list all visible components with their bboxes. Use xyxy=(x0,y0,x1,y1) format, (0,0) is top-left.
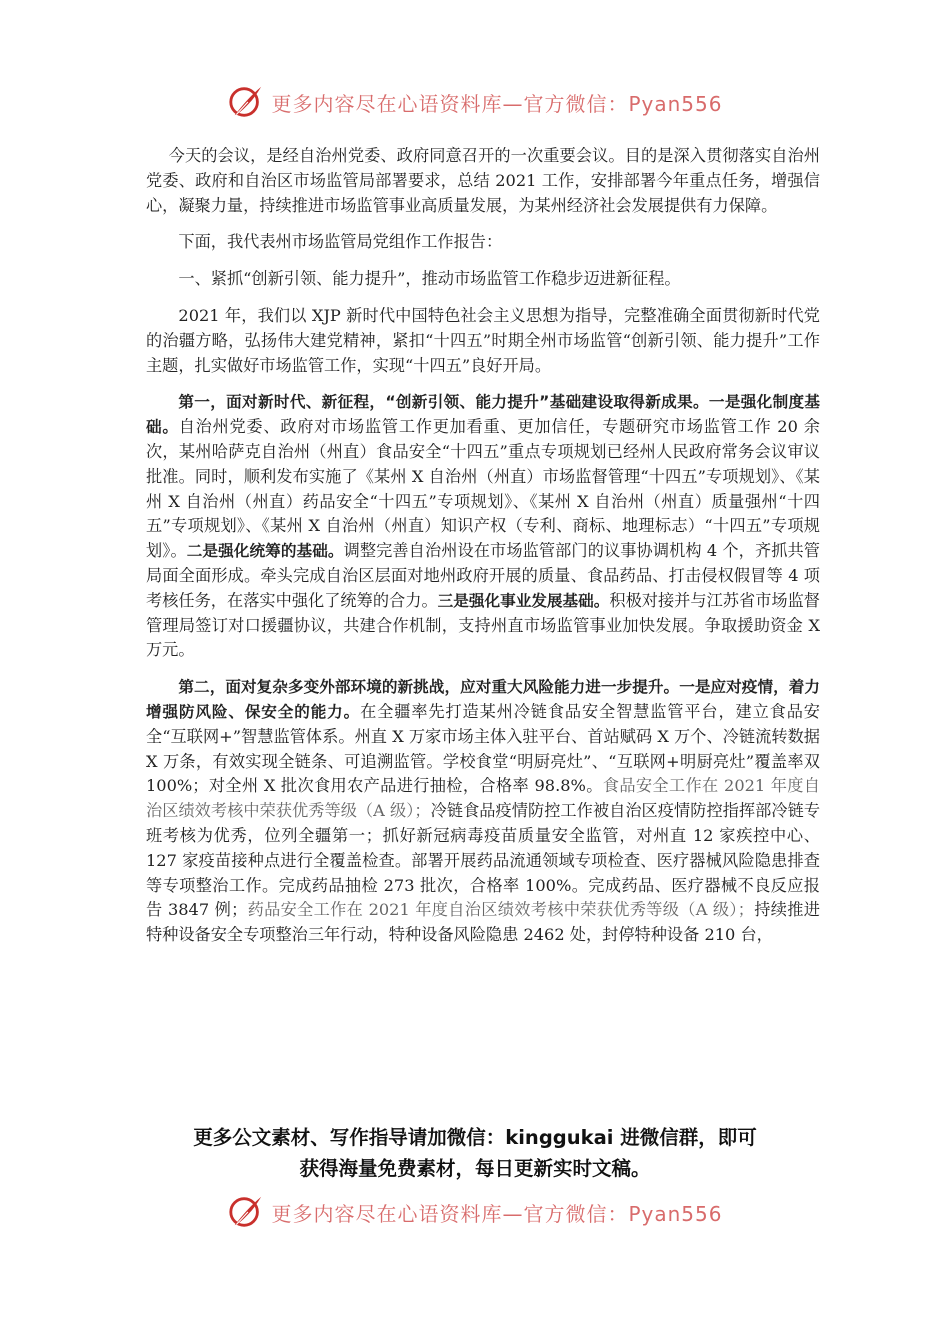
section-heading-1: 一、紧抓“创新引领、能力提升”，推动市场监管工作稳步迈进新征程。 xyxy=(178,269,681,289)
bold-lead-3: 三是强化事业发展基础。 xyxy=(437,591,610,610)
bold-lead-2: 二是强化统筹的基础。 xyxy=(186,542,344,561)
text-run-muted: 药品安全工作在 2021 年度自治区绩效考核中荣获优秀等级（A 级）； xyxy=(247,900,754,920)
text-run: 积极对接并与江苏省市场监督管理局签订对口援疆协议，共建合作机制，支持州直市场监管事业加快发展。争取援助资金 X 万元。 xyxy=(146,590,820,660)
bold-lead-1: 第一，面对新时代、新征程，“创新引领、能力提升”基础建设取得新成果。一是强化制度基础。 xyxy=(146,393,820,437)
paragraph-report-lead: 下面，我代表州市场监管局党组作工作报告： xyxy=(178,232,503,252)
text-run: 自治州党委、政府对市场监管工作更加看重、更加信任，专题研究市场监管工作 20 余次，某州哈萨克自治州（州直）食品安全“十四五”重点专项规划已经州人民政府常务会议审议批准。同时，顺利发布实施了《某州 X 自治州（州直）市场监督管理“十四五”专项规划》、《某州 X 自治州（州直）药品安全“十四五”专项规划》、《某州 X 自治州（州直）质量强州“十四五”专项规划》、《某州 X 自治州（州直）知识产权（专利、商标、地理标志）“十四五”专项规划》。 xyxy=(146,417,820,561)
text-run: 调整完善自治州设在市场监管部门的议事协调机构 4 个，齐抓共管局面全面形成。牵头完成自治区层面对地州政府开展的质量、食品药品、打击侵权假冒等 4 项考核任务，在落实中强化了统筹的合力。 xyxy=(146,541,820,610)
feather-pen-icon xyxy=(227,1193,265,1231)
paragraph-2021-summary: 2021 年，我们以 XJP 新时代中国特色社会主义思想为指导，完整准确全面贯彻新时代党的治疆方略，弘扬伟大建党精神，紧扣“十四五”时期全州市场监管“创新引领、能力提升”工作主题，扎实做好市场监管工作，实现“十四五”良好开局。 xyxy=(146,305,820,375)
promo-line-1: 更多公文素材、写作指导请加微信：kinggukai 进微信群，即可 xyxy=(193,1126,757,1149)
promo-notice xyxy=(0,1122,950,1184)
paragraph-first-point xyxy=(146,390,820,663)
banner-text: 更多内容尽在心语资料库—官方微信：Pyan556 xyxy=(271,91,723,116)
text-run: 持续推进特种设备安全专项整治三年行动，特种设备风险隐患 2462 处，封停特种设备 210 台， xyxy=(146,900,820,945)
paragraph-intro: 今天的会议，是经自治州党委、政府同意召开的一次重要会议。目的是深入贯彻落实自治州党委、政府和自治区市场监管局部署要求，总结 2021 工作，安排部署今年重点任务，增强信心，凝聚力量，持续推进市场监管事业高质量发展，为某州经济社会发展提供有力保障。 xyxy=(146,146,820,215)
paragraph-second-point xyxy=(146,675,820,948)
feather-pen-icon xyxy=(227,83,265,121)
text-run: 冷链食品疫情防控工作被自治区疫情防控指挥部冷链专班考核为优秀，位列全疆第一；抓好新冠病毒疫苗质量安全监管，对州直 12 家疾控中心、127 家疫苗接种点进行全覆盖检查。部署开展药品流通领域专项检查、医疗器械风险隐患排查等专项整治工作。完成药品抽检 273 批次，合格率 100%。完成药品、医疗器械不良反应报告 3847 例； xyxy=(146,801,821,920)
bold-lead-4: 第二，面对复杂多变外部环境的新挑战，应对重大风险能力进一步提升。一是应对疫情，着力增强防风险、保安全的能力。 xyxy=(146,678,820,721)
document-body xyxy=(146,144,820,960)
promo-line-2: 获得海量免费素材，每日更新实时文稿。 xyxy=(299,1157,651,1180)
banner-text: 更多内容尽在心语资料库—官方微信：Pyan556 xyxy=(271,1201,723,1226)
footer-watermark-banner xyxy=(0,1192,950,1232)
header-watermark-banner xyxy=(0,82,950,122)
text-run: 在全疆率先打造某州冷链食品安全智慧监管平台，建立食品安全“互联网+”智慧监管体系。州直 X 万家市场主体入驻平台、首站赋码 X 万个、冷链流转数据 X 万条，有效实现全链条、可追溯监管。学校食堂“明厨亮灶”、“互联网+明厨亮灶”覆盖率双 100%；对全州 X 批次食用农产品进行抽检，合格率 98.8%。 xyxy=(146,701,820,796)
text-run-muted: 食品安全工作在 2021 年度自治区绩效考核中荣获优秀等级（A 级）； xyxy=(146,776,820,821)
